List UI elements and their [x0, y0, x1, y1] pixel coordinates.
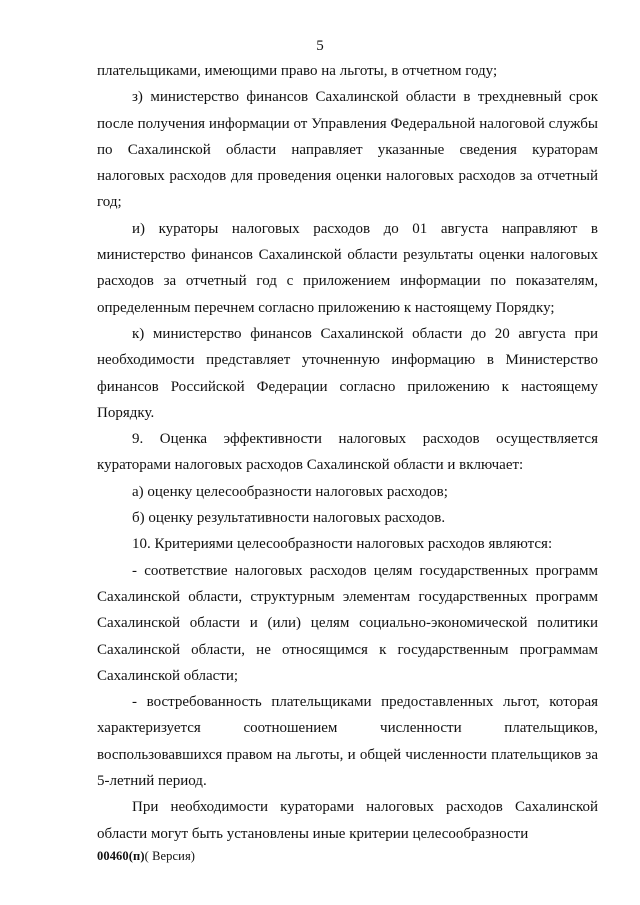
document-body	[97, 58, 598, 847]
document-version: ( Версия)	[144, 849, 196, 863]
document-code: 00460(п)	[97, 849, 145, 863]
paragraph-continuation: плательщиками, имеющими право на льготы, в отчетном году;	[97, 63, 498, 79]
paragraph-other-criteria: При необходимости кураторами налоговых расходов Сахалинской области могут быть установлены иные критерии целесообразности	[97, 799, 598, 842]
paragraph-clause-10: 10. Критериями целесообразности налоговых расходов являются:	[132, 536, 553, 553]
paragraph-clause-9: 9. Оценка эффективности налоговых расходов осуществляется кураторами налоговых расходов Сахалинской области и включает:	[97, 431, 598, 474]
paragraph-item-k: к) министерство финансов Сахалинской области до 20 августа при необходимости представляет уточненную информацию в Министерство финансов Российской Федерации согласно приложению к настоящему Порядку.	[97, 325, 598, 421]
paragraph-item-z: з) министерство финансов Сахалинской области в трехдневный срок после получения информации от Управления Федеральной налоговой службы по Сахалинской области направляет указанные сведения кураторам налоговых расходов для проведения оценки налоговых расходов за отчетный год;	[97, 89, 598, 211]
paragraph-item-a: а) оценку целесообразности налоговых расходов;	[132, 483, 448, 500]
paragraph-criterion-2: - востребованность плательщиками предоставленных льгот, которая характеризуется соотношением численности плательщиков, воспользовавшихся правом на льготы, и общей численности плательщиков за 5-летний период.	[97, 694, 598, 790]
paragraph-item-i: и) кураторы налоговых расходов до 01 августа направляют в министерство финансов Сахалинской области результаты оценки налоговых расходов за отчетный год с приложением информации по показателям, определенным перечнем согласно приложению к настоящему Порядку;	[97, 220, 598, 316]
document-footer	[97, 849, 195, 864]
paragraph-item-b: б) оценку результативности налоговых расходов.	[132, 510, 446, 527]
page-number: 5	[316, 38, 324, 54]
paragraph-criterion-1: - соответствие налоговых расходов целям государственных программ Сахалинской области, структурным элементам государственных программ Сахалинской области и (или) целям социально-экономической политики Сахалинской области, не относящимся к государственным программам Сахалинской области;	[97, 562, 598, 684]
